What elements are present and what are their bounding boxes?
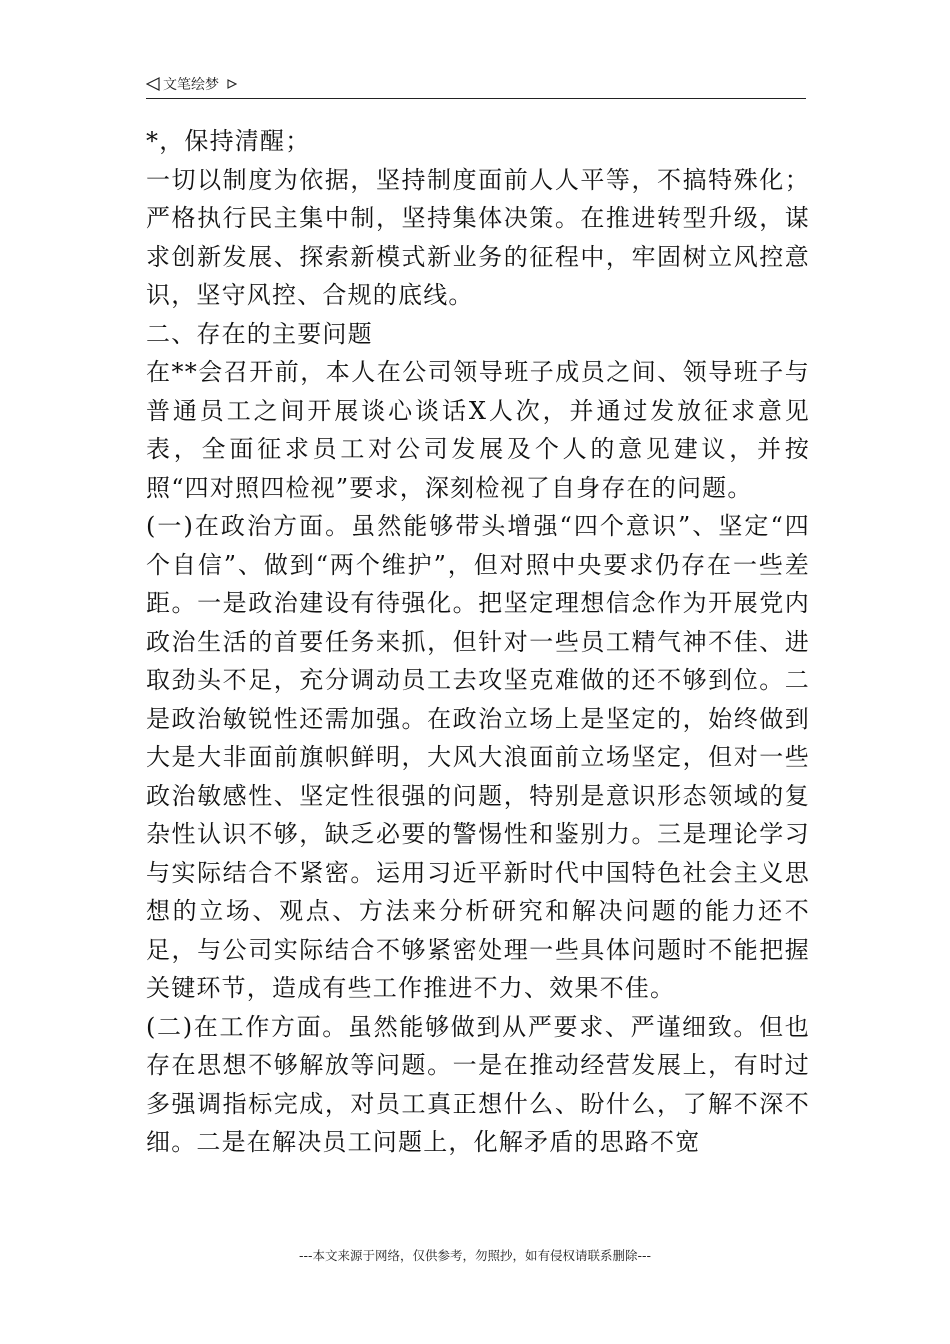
header-inner xyxy=(146,74,237,94)
paragraph-1: *，保持清醒； xyxy=(146,127,311,155)
footer-note: ---本文来源于网络，仅供参考，勿照抄，如有侵权请联系删除--- xyxy=(298,1248,652,1263)
paragraph-4: (一)在政治方面。虽然能够带头增强“四个意识”、坚定“四个自信”、做到“两个维护”，但对照中央要求仍存在一些差距。一是政治建设有待强化。把坚定理想信念作为开展党内政治生活的首要任务来抓，但针对一些员工精气神不佳、进取劲头不足，充分调动员工去攻坚克难做的还不够到位。二是政治敏锐性还需加强。在政治立场上是坚定的，始终做到大是大非面前旗帜鲜明，大风大浪面前立场坚定，但对一些政治敏感性、坚定性很强的问题，特别是意识形态领域的复杂性认识不够，缺乏必要的警惕性和鉴别力。三是理论学习与实际结合不紧密。运用习近平新时代中国特色社会主义思想的立场、观点、方法来分析研究和解决问题的能力还不足，与公司实际结合不够紧密处理一些具体问题时不能把握关键环节，造成有些工作推进不力、效果不佳。 xyxy=(146,512,810,1002)
triangle-left-icon xyxy=(146,77,160,91)
paragraph-5: (二)在工作方面。虽然能够做到从严要求、严谨细致。但也存在思想不够解放等问题。一是在推动经营发展上，有时过多强调指标完成，对员工真正想什么、盼什么，了解不深不细。二是在解决员工问题上，化解矛盾的思路不宽 xyxy=(146,1012,810,1156)
document-body xyxy=(146,122,810,1162)
triangle-right-icon xyxy=(227,79,237,89)
paragraph-3: 在**会召开前，本人在公司领导班子成员之间、领导班子与普通员工之间开展谈心谈话X人次，并通过发放征求意见表，全面征求员工对公司发展及个人的意见建议，并按照“四对照四检视”要求，深刻检视了自身存在的问题。 xyxy=(146,358,810,502)
section-heading: 二、存在的主要问题 xyxy=(146,319,373,348)
header-title: 文笔绘梦 xyxy=(163,77,219,93)
page-header xyxy=(146,70,806,99)
paragraph-2: 一切以制度为依据，坚持制度面前人人平等，不搞特殊化；严格执行民主集中制，坚持集体决策。在推进转型升级，谋求创新发展、探索新模式新业务的征程中，牢固树立风控意识，坚守风控、合规的底线。 xyxy=(146,165,810,309)
